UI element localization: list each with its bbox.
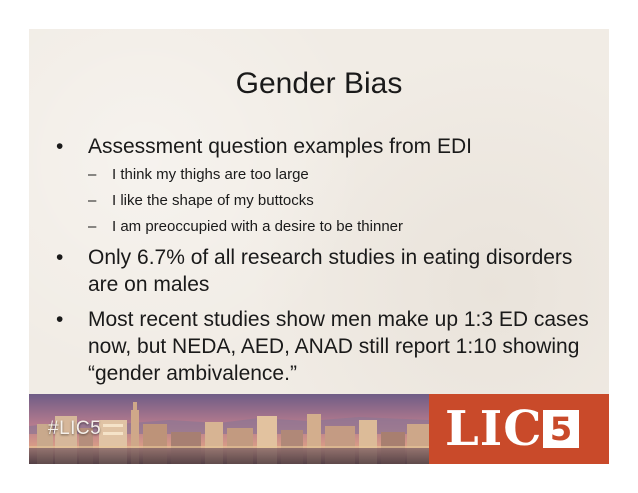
slide — [29, 29, 609, 464]
bullet-text: Assessment question examples from EDI — [88, 135, 472, 158]
hashtag-text: #LIC5 — [48, 418, 102, 439]
lic5-logo — [429, 394, 609, 464]
bullet-assessment — [54, 133, 594, 160]
sub-bullet-buttocks — [54, 188, 594, 214]
sub-bullet-text: I think my thighs are too large — [112, 166, 309, 183]
bullet-recent-studies — [54, 306, 594, 387]
dash-icon: – — [88, 166, 97, 183]
bullet-icon: • — [56, 246, 64, 269]
sub-bullet-thighs — [54, 162, 594, 188]
sub-bullet-text: I like the shape of my buttocks — [112, 192, 314, 209]
bullet-text: Most recent studies show men make up 1:3 ED cases now, but NEDA, AED, ANAD still report 1:10 showing “gender ambivalence.” — [88, 308, 589, 385]
footer-banner — [29, 394, 609, 464]
logo-number: 5 — [543, 410, 579, 448]
bullet-text: Only 6.7% of all research studies in eating disorders are on males — [88, 246, 573, 296]
dash-icon: – — [88, 192, 97, 209]
dash-icon: – — [88, 218, 97, 235]
bullet-icon: • — [56, 308, 64, 331]
logo-letters: LIC — [445, 401, 543, 457]
bullet-icon: • — [56, 135, 64, 158]
sub-bullet-text: I am preoccupied with a desire to be thinner — [112, 218, 403, 235]
slide-title: Gender Bias — [235, 67, 403, 100]
bullet-list — [54, 133, 594, 387]
bullet-research-stat — [54, 244, 594, 298]
sub-bullet-thinner — [54, 214, 594, 240]
